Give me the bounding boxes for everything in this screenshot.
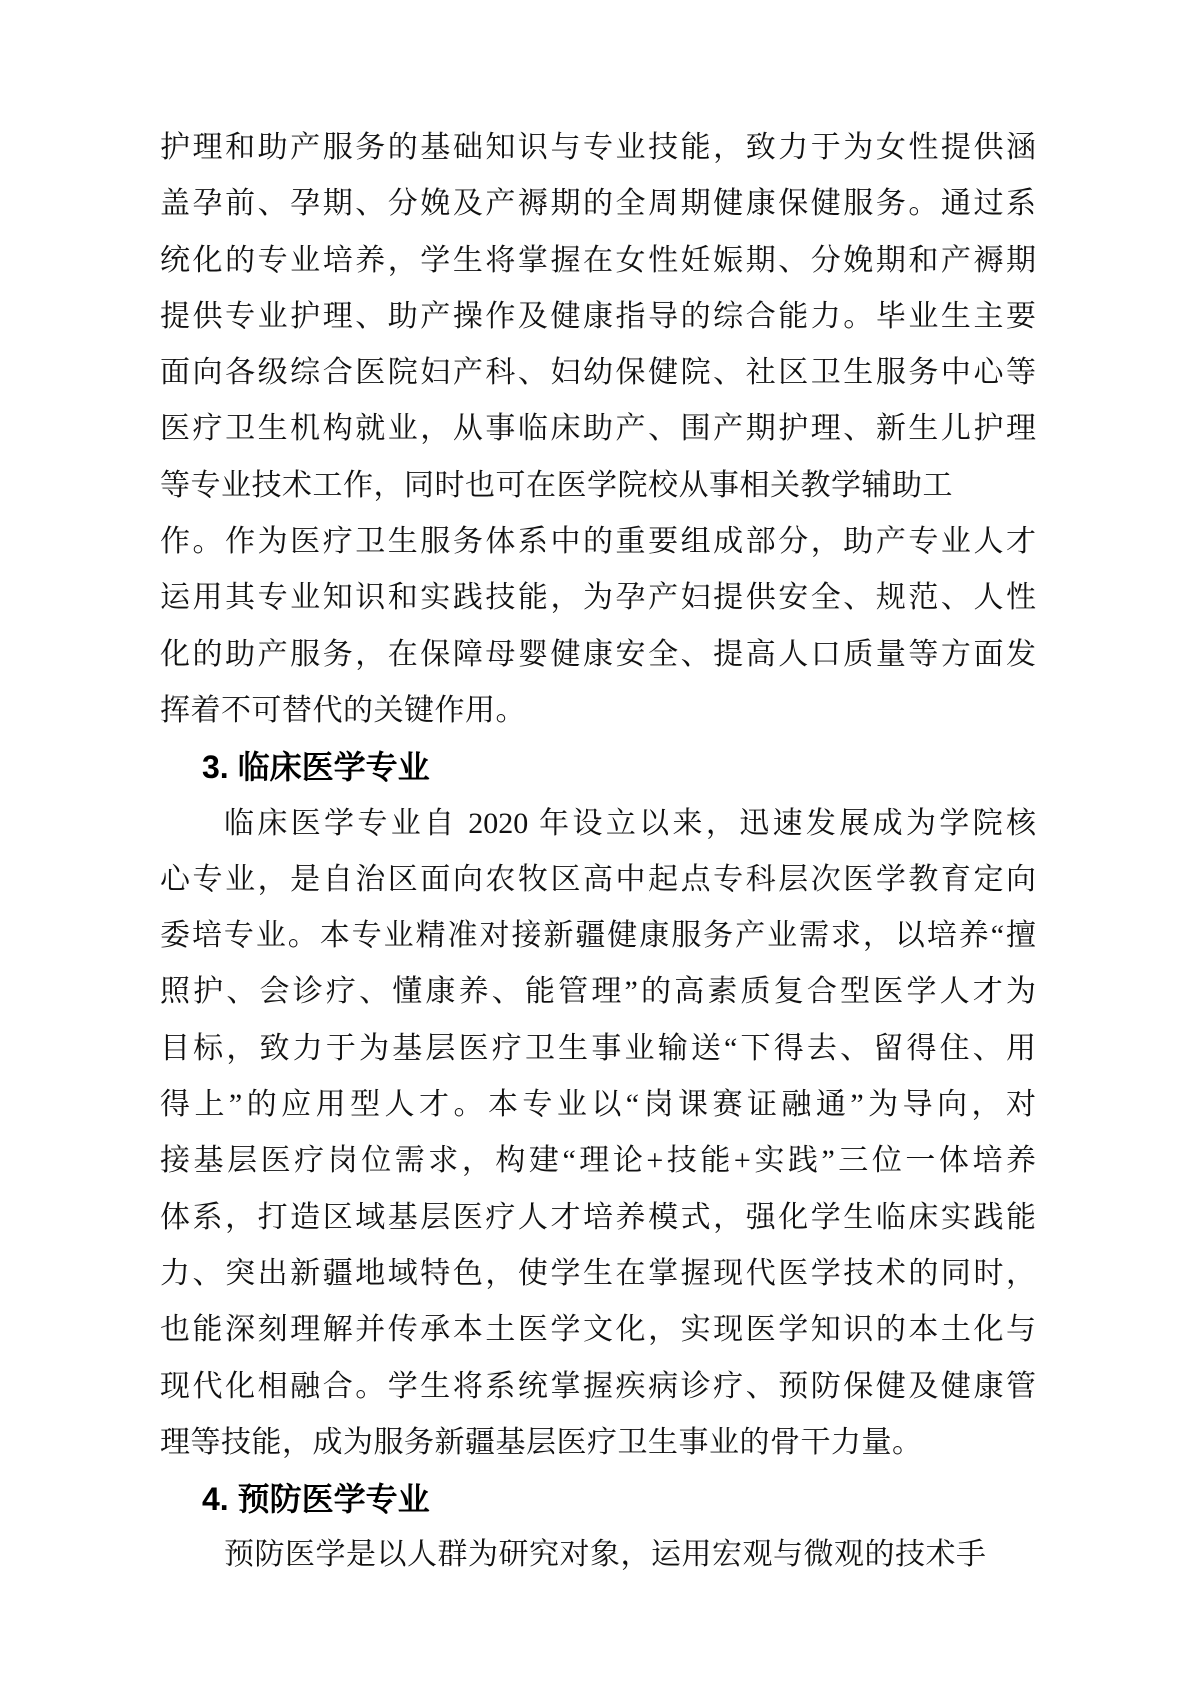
paragraph-text-line: 照护、会诊疗、懂康养、能管理”的高素质复合型医学人才为 — [160, 975, 1036, 1009]
paragraph-text-line: 现代化相融合。学生将系统掌握疾病诊疗、预防保健及健康管 — [160, 1369, 1036, 1403]
section-heading: 3. 临床医学专业 — [202, 749, 430, 786]
paragraph-text-line: 预防医学是以人群为研究对象，运用宏观与微观的技术手 — [224, 1538, 987, 1572]
document-content — [160, 120, 1036, 1584]
paragraph-text-line: 面向各级综合医院妇产科、妇幼保健院、社区卫生服务中心等 — [160, 356, 1036, 390]
paragraph-text-line: 体系，打造区域基层医疗人才培养模式，强化学生临床实践能 — [160, 1200, 1036, 1234]
paragraph-text-line: 心专业，是自治区面向农牧区高中起点专科层次医学教育定向 — [160, 862, 1036, 896]
paragraph-text-line: 提供专业护理、助产操作及健康指导的综合能力。毕业生主要 — [160, 299, 1036, 333]
paragraph-text-line: 挥着不可替代的关键作用。 — [160, 693, 526, 727]
section-heading: 4. 预防医学专业 — [202, 1481, 430, 1518]
paragraph-text-line: 临床医学专业自 2020 年设立以来，迅速发展成为学院核 — [224, 806, 1036, 840]
paragraph-text-line: 盖孕前、孕期、分娩及产褥期的全周期健康保健服务。通过系 — [160, 187, 1036, 221]
paragraph-text-line: 接基层医疗岗位需求，构建“理论+技能+实践”三位一体培养 — [160, 1144, 1036, 1178]
paragraph-text-line: 作。作为医疗卫生服务体系中的重要组成部分，助产专业人才 — [160, 525, 1036, 559]
paragraph-text-line: 委培专业。本专业精准对接新疆健康服务产业需求，以培养“擅 — [160, 919, 1036, 953]
paragraph-text-line: 等专业技术工作，同时也可在医学院校从事相关教学辅助工 — [160, 468, 953, 502]
paragraph-text-line: 化的助产服务，在保障母婴健康安全、提高人口质量等方面发 — [160, 637, 1036, 671]
paragraph-text-line: 统化的专业培养，学生将掌握在女性妊娠期、分娩期和产褥期 — [160, 243, 1036, 277]
paragraph-text-line: 也能深刻理解并传承本土医学文化，实现医学知识的本土化与 — [160, 1313, 1036, 1347]
paragraph-text-line: 理等技能，成为服务新疆基层医疗卫生事业的骨干力量。 — [160, 1425, 923, 1459]
paragraph-text-line: 运用其专业知识和实践技能，为孕产妇提供安全、规范、人性 — [160, 581, 1036, 615]
paragraph-text-line: 得上”的应用型人才。本专业以“岗课赛证融通”为导向，对 — [160, 1088, 1036, 1122]
paragraph-text-line: 目标，致力于为基层医疗卫生事业输送“下得去、留得住、用 — [160, 1031, 1036, 1065]
paragraph-text-line: 护理和助产服务的基础知识与专业技能，致力于为女性提供涵 — [160, 131, 1036, 164]
paragraph-text-line: 力、突出新疆地域特色，使学生在掌握现代医学技术的同时， — [160, 1256, 1036, 1290]
paragraph-text-line: 医疗卫生机构就业，从事临床助产、围产期护理、新生儿护理 — [160, 412, 1036, 446]
